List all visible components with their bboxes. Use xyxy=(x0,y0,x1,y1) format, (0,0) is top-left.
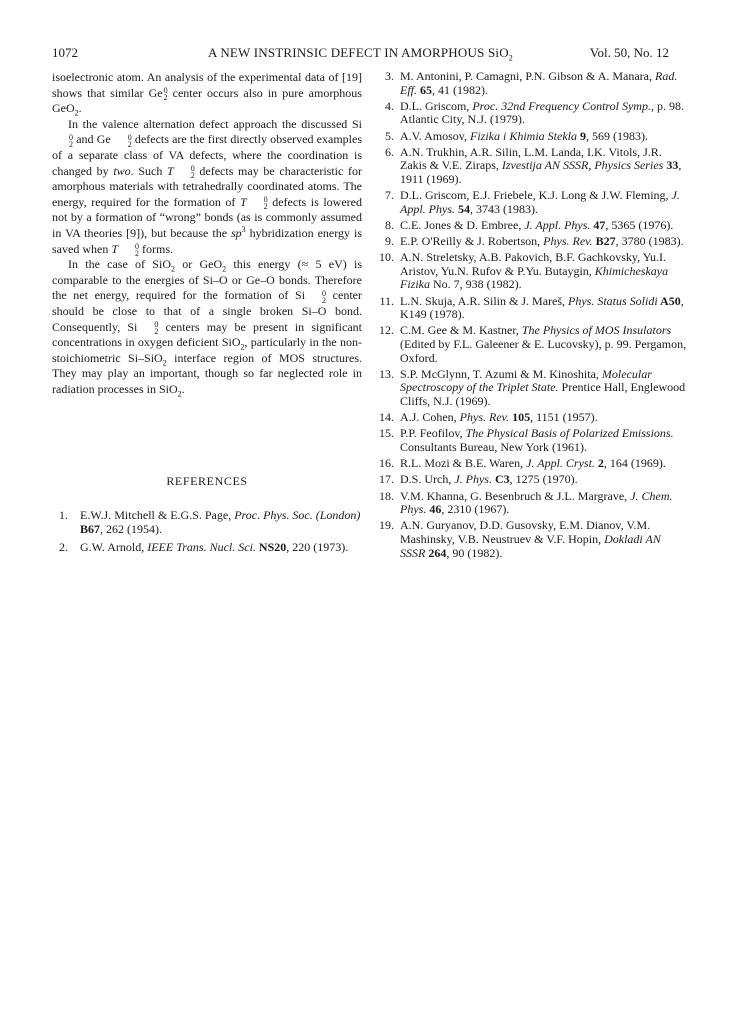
reference-item: 16. R.L. Mozi & B.E. Waren, J. Appl. Cryst. 2, 164 (1969). xyxy=(379,456,666,471)
reference-item: 19. A.N. Guryanov, D.D. Gusovsky, E.M. Dianov, V.M. Mashinsky, V.B. Neustruev & V.F. Hopin, Dokladi AN SSSR 264, 90 (1982). xyxy=(379,518,661,560)
reference-item: 7. D.L. Griscom, E.J. Friebele, K.J. Long & J.W. Fleming, J. Appl. Phys. 54, 3743 (1983). xyxy=(385,188,680,216)
reference-item: 2. G.W. Arnold, IEEE Trans. Nucl. Sci. NS20, 220 (1973). xyxy=(59,540,349,554)
reference-item: 18. V.M. Khanna, G. Besenbruch & J.L. Margrave, J. Chem. Phys. 46, 2310 (1967). xyxy=(379,488,673,517)
reference-item: 1. E.W.J. Mitchell & E.G.S. Page, Proc. Phys. Soc. (London) B67, 262 (1954). xyxy=(59,508,361,536)
reference-item: 5. A.V. Amosov, Fizika i Khimia Stekla 9, 569 (1983). xyxy=(385,128,649,143)
reference-item: 3. M. Antonini, P. Camagni, P.N. Gibson & A. Manara, Rad. Eff. 65, 41 (1982). xyxy=(385,69,678,97)
page-number: 1072 xyxy=(52,45,78,60)
reference-item: 9. E.P. O'Reilly & J. Robertson, Phys. Rev. B27, 3780 (1983). xyxy=(385,234,684,249)
paragraph-va-defects: In the valence alternation defect approach the discussed Si 0 2 and Ge 0 2 defects are the first directly observed examples of a separate class of VA defects, where the coordination is changed by two. Such T 0 2 defects may be characteristic for amorphous materials with tetrahedrally coordinated atoms. The energy, required for the formation of T 0 2 defects is lowered not by a formation of “wrong” bonds (as is commonly assumed in VA theories [9]), but because the $sp^3$ hybridization energy is saved when T 0 2 forms. xyxy=(52,116,363,258)
paragraph-continuation: isoelectronic atom. An analysis of the experimental data of [19] shows that similar Ge 0 2 center occurs also in pure amorphous GeO$_2$. xyxy=(52,70,362,118)
reference-item: 10. A.N. Streletsky, A.B. Pakovich, B.F. Gachkovsky, Yu.I. Aristov, Yu.N. Rufov & P.Yu. Butaygin, Khimicheskaya Fizika No. 7, 938 (1982). xyxy=(379,250,669,292)
reference-item: 15. P.P. Feofilov, The Physical Basis of Polarized Emissions. Consultants Bureau, New York (1961). xyxy=(379,426,674,454)
references-heading: REFERENCES xyxy=(166,474,248,488)
reference-item: 12. C.M. Gee & M. Kastner, The Physics of MOS Insulators (Edited by F.L. Galeener & E. Lucovsky), p. 99. Pergamon, Oxford. xyxy=(379,323,687,365)
running-title: A NEW INSTRINSIC DEFECT IN AMORPHOUS SiO$_2$ xyxy=(208,45,513,63)
running-header xyxy=(52,44,669,62)
references-list-left xyxy=(52,508,362,558)
paragraph-energy: In the case of SiO$_2$ or GeO$_2$ this energy (≈ 5 eV) is comparable to the energies of Si–O or Ge–O bonds. Therefore the net energy, required for the formation of Si 0 2 center should be close to that of a single broken Si–O bond. Consequently, Si 0 2 centers may be present in significant concentrations in oxygen deficient SiO$_2$, particularly in the non-stoichiometric Si–SiO$_2$ interface region of MOS structures. They may play an important, though so far neglected role in radiation processes in SiO$_2$. xyxy=(52,257,363,399)
reference-item: 13. S.P. McGlynn, T. Azumi & M. Kinoshita, Molecular Spectroscopy of the Triplet State. Prentice Hall, Englewood Cliffs, N.J. (1969). xyxy=(379,366,686,408)
volume-issue: Vol. 50, No. 12 xyxy=(589,45,669,60)
reference-item: 4. D.L. Griscom, Proc. 32nd Frequency Control Symp., p. 98. Atlantic City, N.J. (1979). xyxy=(385,98,684,127)
references-list-right xyxy=(372,70,687,563)
body-text-column xyxy=(52,70,362,397)
reference-item: 14. A.J. Cohen, Phys. Rev. 105, 1151 (1957). xyxy=(379,410,598,425)
reference-item: 17. D.S. Urch, J. Phys. C3, 1275 (1970). xyxy=(379,472,578,487)
reference-item: 11. L.N. Skuja, A.R. Silin & J. Mareš, Phys. Status Solidi A50, K149 (1978). xyxy=(379,293,684,322)
reference-item: 6. A.N. Trukhin, A.R. Silin, L.M. Landa, I.K. Vitols, J.R. Zakis & V.E. Ziraps, Izvestija AN SSSR, Physics Series 33, 1911 (1969). xyxy=(385,144,682,186)
reference-item: 8. C.E. Jones & D. Embree, J. Appl. Phys. 47, 5365 (1976). xyxy=(385,217,674,232)
